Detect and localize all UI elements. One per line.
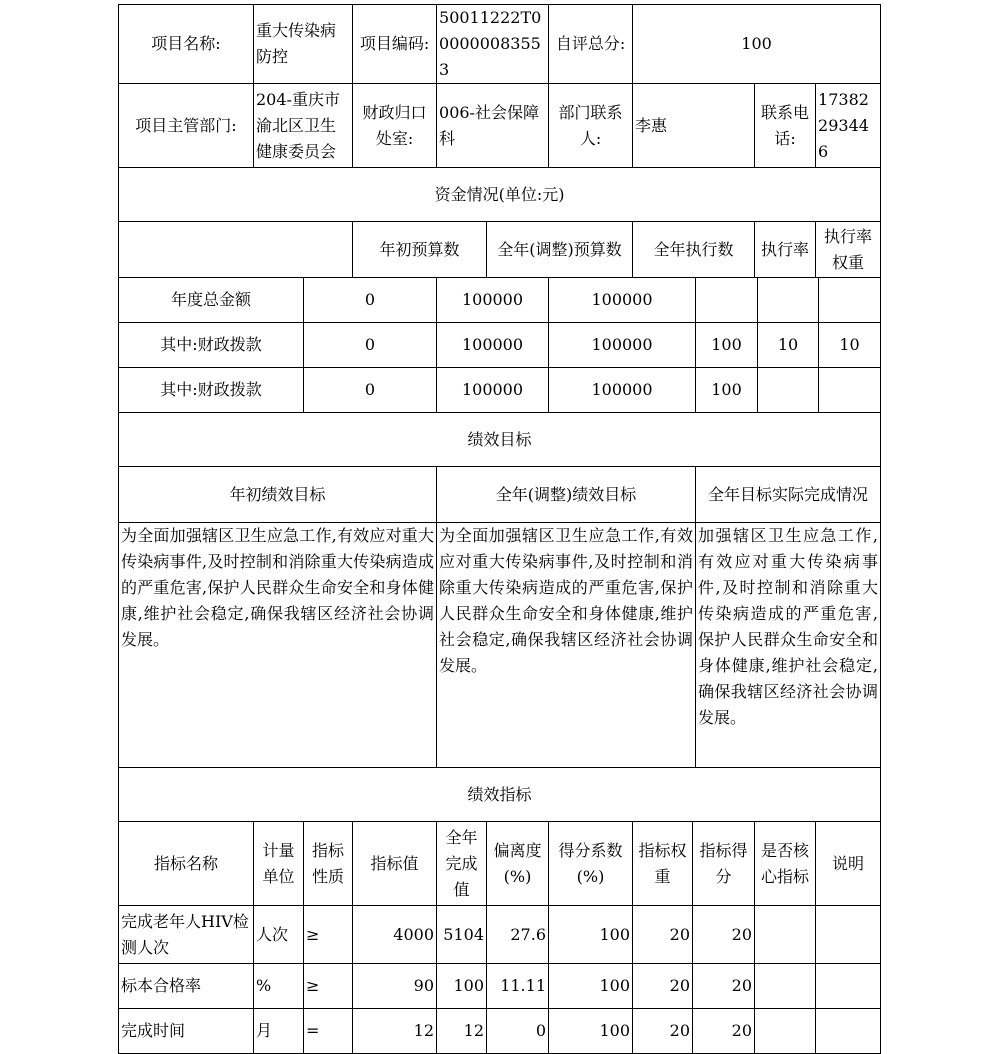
- ind-name: 标本合格率: [119, 964, 254, 1009]
- funds-row-adjusted: 100000: [437, 278, 549, 323]
- indicator-row: [119, 964, 881, 1009]
- goals-content-row: [119, 523, 881, 768]
- funds-row-budget: 0: [304, 278, 437, 323]
- funds-row-budget: 0: [304, 368, 437, 413]
- ind-col-target: 指标值: [353, 822, 437, 906]
- ind-col-actual: 全年完成值: [437, 822, 487, 906]
- funds-col-executed: 全年执行数: [633, 222, 755, 278]
- ind-coef: 100: [549, 906, 633, 964]
- self-score-label: 自评总分:: [549, 5, 633, 84]
- funds-section-row: [119, 168, 881, 222]
- goals-col-actual: 全年目标实际完成情况: [696, 467, 881, 523]
- indicators-header-row: [119, 822, 881, 906]
- dept: 204-重庆市渝北区卫生健康委员会: [254, 84, 353, 168]
- goals-col-adjusted: 全年(调整)绩效目标: [437, 467, 696, 523]
- indicators-section-title: 绩效指标: [119, 768, 881, 822]
- funds-row-label: 年度总金额: [119, 278, 304, 323]
- funds-row-weight: 10: [758, 323, 819, 368]
- ind-deviation: 0: [487, 1009, 549, 1054]
- funds-col-budget: 年初预算数: [353, 222, 487, 278]
- funds-row-rate: [696, 278, 758, 323]
- ind-col-note: 说明: [816, 822, 881, 906]
- ind-col-core: 是否核心指标: [755, 822, 816, 906]
- funds-table: [118, 277, 881, 467]
- ind-unit: 月: [254, 1009, 304, 1054]
- indicator-row: [119, 906, 881, 964]
- ind-core: [755, 1009, 816, 1054]
- contact: 李惠: [633, 84, 755, 168]
- contact-label: 部门联系人:: [549, 84, 633, 168]
- funds-col-adjusted: 全年(调整)预算数: [487, 222, 633, 278]
- ind-unit: %: [254, 964, 304, 1009]
- ind-core: [755, 906, 816, 964]
- project-name-label: 项目名称:: [119, 5, 254, 84]
- ind-coef: 100: [549, 1009, 633, 1054]
- ind-core: [755, 964, 816, 1009]
- goals-section-row: [119, 413, 881, 467]
- phone-label: 联系电话:: [755, 84, 816, 168]
- funds-row-rate: 100: [696, 368, 758, 413]
- ind-weight: 20: [633, 964, 693, 1009]
- funds-row-rate: 100: [696, 323, 758, 368]
- finance: 006-社会保障科: [437, 84, 549, 168]
- funds-col-rate: 执行率: [755, 222, 816, 278]
- funds-row-adjusted: 100000: [437, 323, 549, 368]
- ind-col-coef: 得分系数(%): [549, 822, 633, 906]
- ind-note: [816, 1009, 881, 1054]
- goals-header-row: [119, 467, 881, 523]
- ind-deviation: 11.11: [487, 964, 549, 1009]
- funds-section-title: 资金情况(单位:元): [119, 168, 881, 222]
- goals-actual-text: 加强辖区卫生应急工作,有效应对重大传染病事件,及时控制和消除重大传染病造成的严重危害,保护人民群众生命安全和身体健康,维护社会稳定,确保我辖区经济社会协调发展。: [696, 523, 881, 768]
- goals-adjusted-text: 为全面加强辖区卫生应急工作,有效应对重大传染病事件,及时控制和消除重大传染病造成的严重危害,保护人民群众生命安全和身体健康,维护社会稳定,确保我辖区经济社会协调发展。: [437, 523, 696, 768]
- goals-col-initial: 年初绩效目标: [119, 467, 437, 523]
- funds-row-adjusted: 100000: [437, 368, 549, 413]
- ind-weight: 20: [633, 1009, 693, 1054]
- goals-initial-text: 为全面加强辖区卫生应急工作,有效应对重大传染病事件,及时控制和消除重大传染病造成的严重危害,保护人民群众生命安全和身体健康,维护社会稳定,确保我辖区经济社会协调发展。: [119, 523, 437, 768]
- ind-deviation: 27.6: [487, 906, 549, 964]
- funds-row: [119, 278, 881, 323]
- ind-col-nature: 指标性质: [304, 822, 353, 906]
- funds-row-executed: 100000: [549, 323, 696, 368]
- ind-note: [816, 964, 881, 1009]
- ind-target: 12: [353, 1009, 437, 1054]
- ind-nature: =: [304, 1009, 353, 1054]
- ind-col-unit: 计量单位: [254, 822, 304, 906]
- header-row-1: [119, 5, 881, 84]
- ind-coef: 100: [549, 964, 633, 1009]
- ind-nature: ≥: [304, 906, 353, 964]
- funds-row: [119, 368, 881, 413]
- ind-unit: 人次: [254, 906, 304, 964]
- indicators-section-row: [119, 768, 881, 822]
- project-code-label: 项目编码:: [353, 5, 437, 84]
- ind-score: 20: [693, 1009, 755, 1054]
- funds-row-score: [819, 368, 881, 413]
- funds-header-row: [119, 222, 881, 278]
- ind-actual: 5104: [437, 906, 487, 964]
- funds-row-weight: [758, 278, 819, 323]
- finance-label: 财政归口处室:: [353, 84, 437, 168]
- ind-weight: 20: [633, 906, 693, 964]
- ind-actual: 12: [437, 1009, 487, 1054]
- ind-nature: ≥: [304, 964, 353, 1009]
- funds-row-executed: 100000: [549, 368, 696, 413]
- ind-score: 20: [693, 964, 755, 1009]
- ind-col-score: 指标得分: [693, 822, 755, 906]
- goals-table: [118, 466, 881, 822]
- funds-header-blank: [119, 222, 353, 278]
- indicators-table: [118, 821, 881, 1054]
- indicator-row: [119, 1009, 881, 1054]
- ind-col-deviation: 偏离度(%): [487, 822, 549, 906]
- ind-col-name: 指标名称: [119, 822, 254, 906]
- ind-target: 90: [353, 964, 437, 1009]
- project-code: 50011222T000000083553: [437, 5, 549, 84]
- funds-row-executed: 100000: [549, 278, 696, 323]
- ind-name: 完成老年人HIV检测人次: [119, 906, 254, 964]
- funds-row-score: [819, 278, 881, 323]
- ind-target: 4000: [353, 906, 437, 964]
- ind-actual: 100: [437, 964, 487, 1009]
- dept-label: 项目主管部门:: [119, 84, 254, 168]
- self-score: 100: [633, 5, 881, 84]
- funds-row-budget: 0: [304, 323, 437, 368]
- ind-note: [816, 906, 881, 964]
- funds-row-label: 其中:财政拨款: [119, 368, 304, 413]
- header-row-2: [119, 84, 881, 168]
- phone: 17382293446: [816, 84, 881, 168]
- report-table: [118, 4, 881, 278]
- project-name: 重大传染病防控: [254, 5, 353, 84]
- ind-col-weight: 指标权重: [633, 822, 693, 906]
- goals-section-title: 绩效目标: [119, 413, 881, 467]
- ind-score: 20: [693, 906, 755, 964]
- performance-report: [118, 4, 880, 1054]
- funds-row-label: 其中:财政拨款: [119, 323, 304, 368]
- ind-name: 完成时间: [119, 1009, 254, 1054]
- funds-row-weight: [758, 368, 819, 413]
- funds-row-score: 10: [819, 323, 881, 368]
- funds-col-weight: 执行率权重: [816, 222, 881, 278]
- funds-row: [119, 323, 881, 368]
